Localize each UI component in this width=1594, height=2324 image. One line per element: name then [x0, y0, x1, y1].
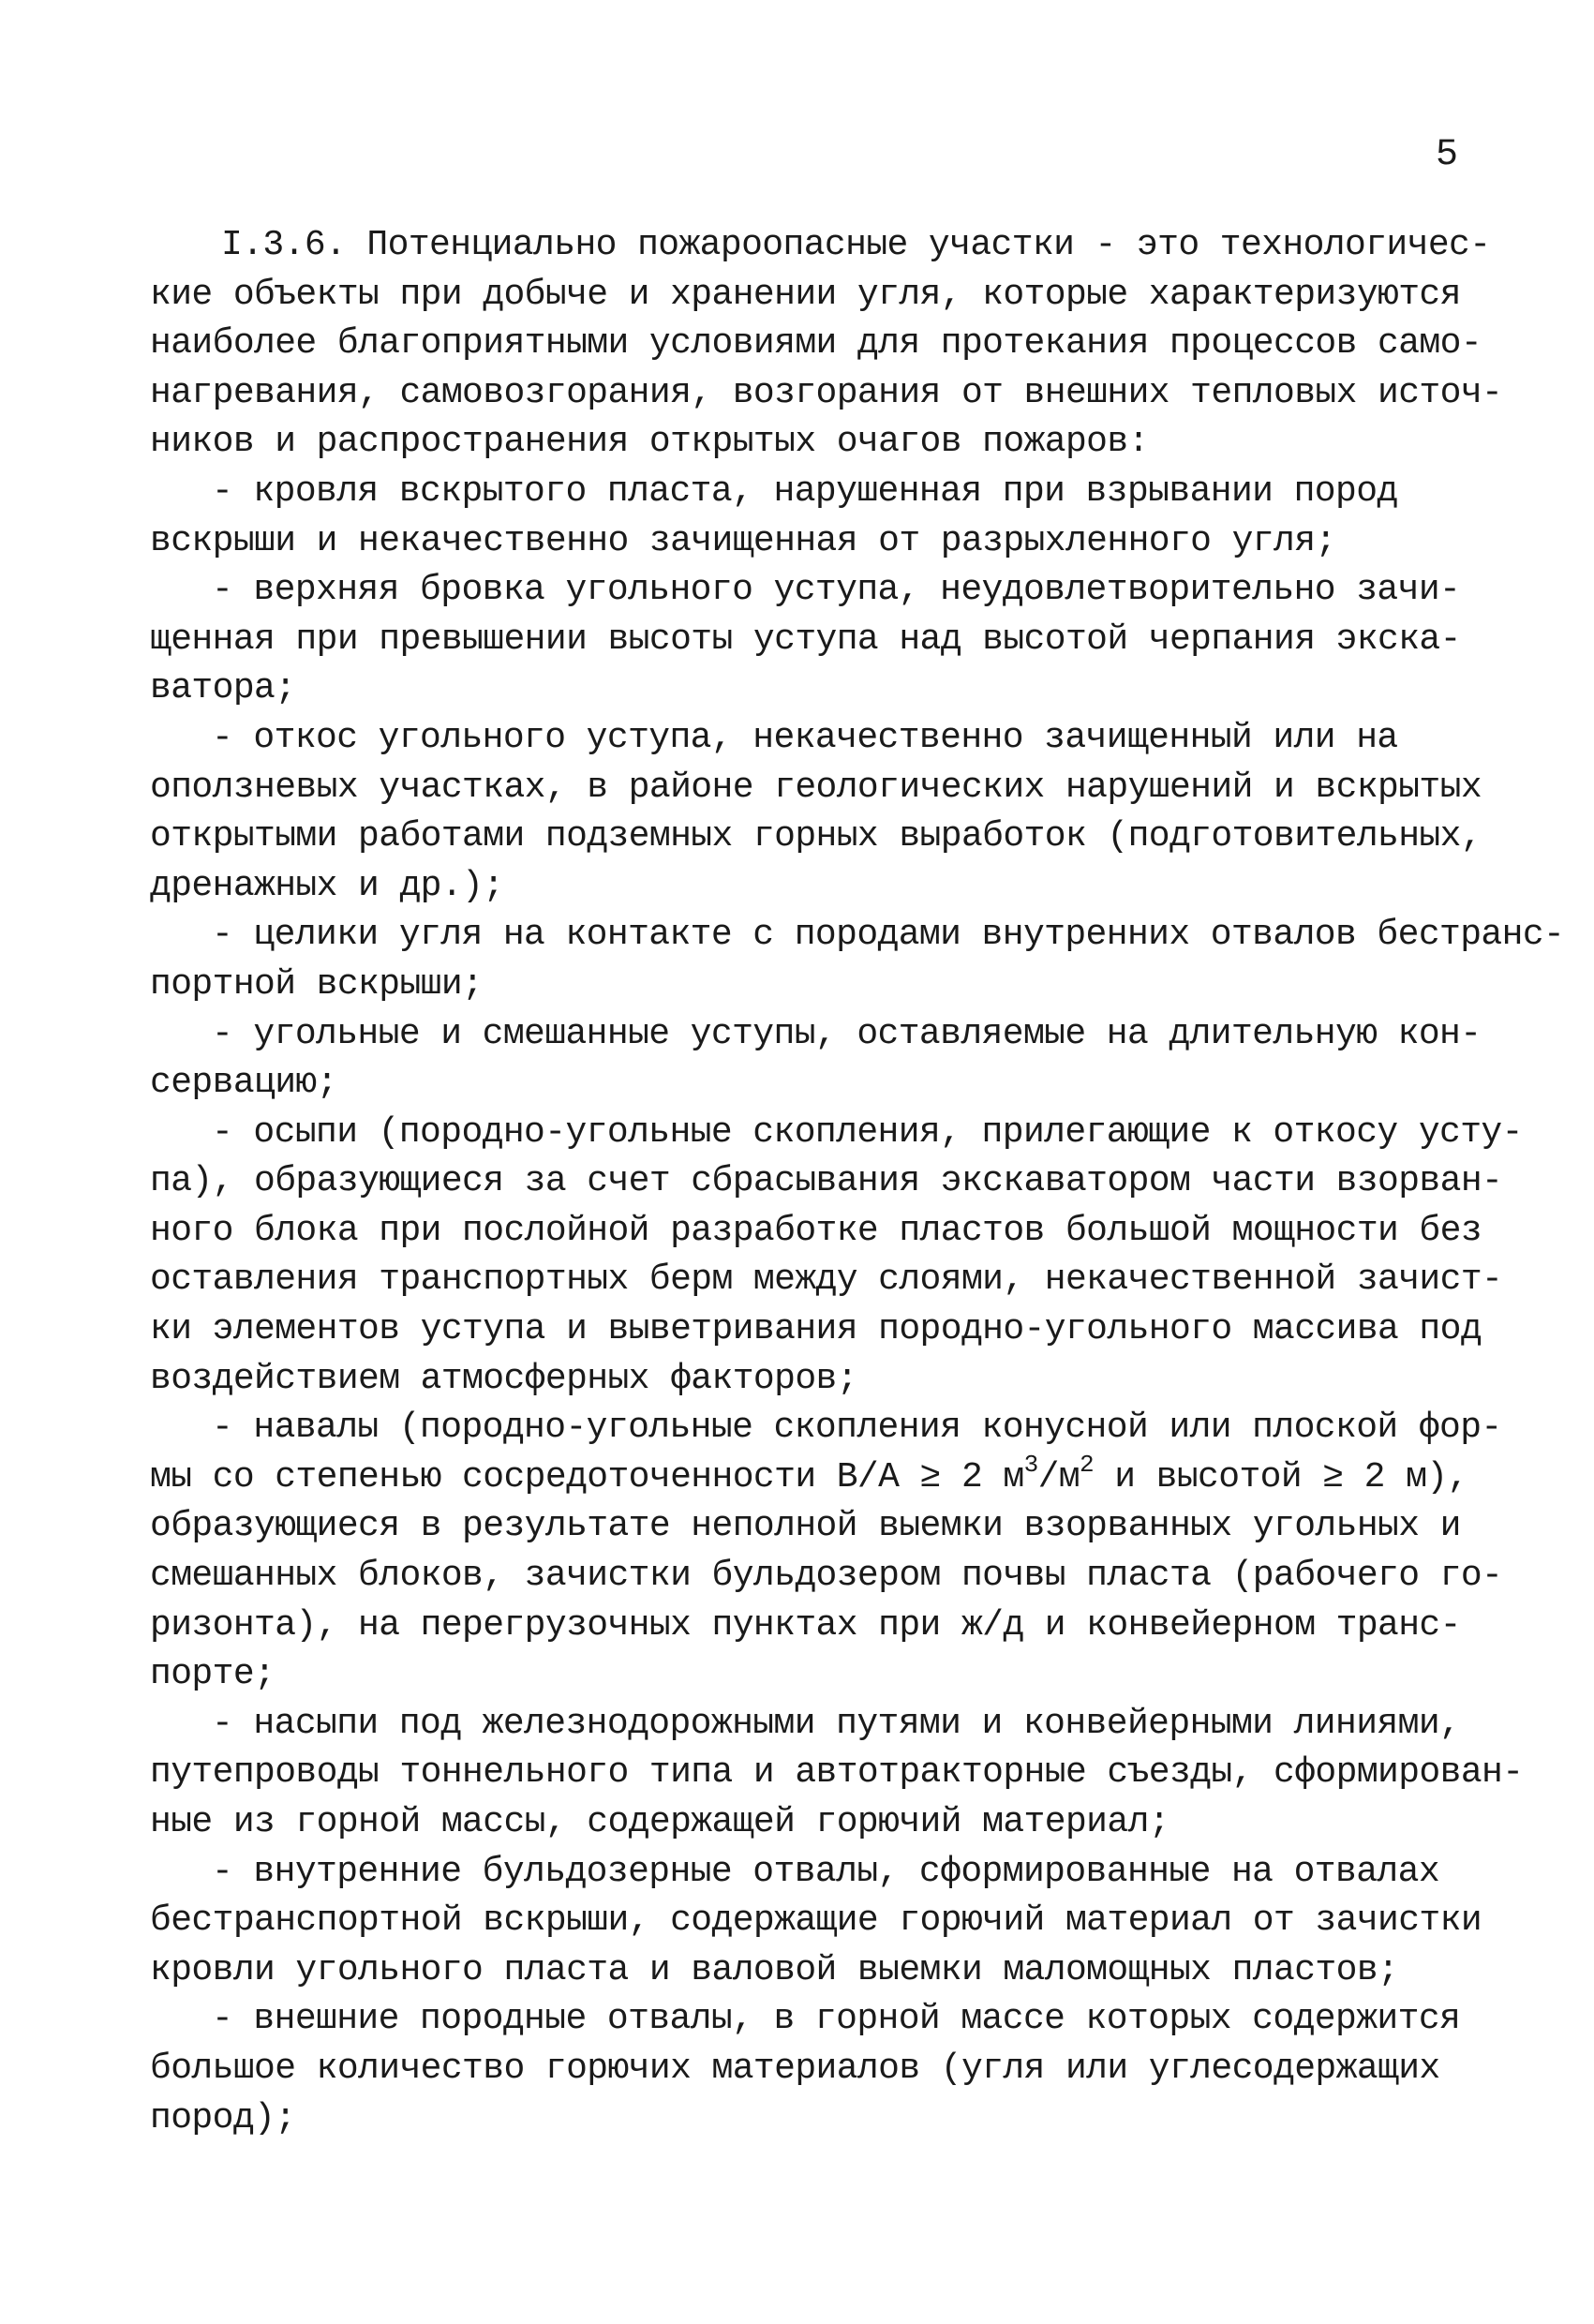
text-line: оставления транспортных берм между слоями, некачественной зачист-: [150, 1259, 1503, 1301]
text-line: пород);: [150, 2097, 296, 2138]
text-line: ного блока при послойной разработке пластов большой мощности без: [150, 1210, 1482, 1251]
text-line: нагревания, самовозгорания, возгорания от внешних тепловых источ-: [150, 372, 1503, 413]
list-item-line: - внутренние бульдозерные отвалы, сформированные на отвалах: [212, 1851, 1440, 1892]
text-line: ризонта), на перегрузочных пунктах при ж/д и конвейерном транс-: [150, 1604, 1461, 1646]
text-line: открытыми работами подземных горных выработок (подготовительных,: [150, 816, 1482, 857]
text-line: портной вскрыши;: [150, 963, 484, 1005]
text-line: кие объекты при добыче и хранении угля, которые характеризуются: [150, 274, 1461, 315]
text-fragment: и высотой ≥ 2 м),: [1094, 1456, 1468, 1497]
text-line: ватора;: [150, 668, 296, 709]
text-line: кровли угольного пласта и валовой выемки маломощных пластов;: [150, 1949, 1399, 1990]
list-item-line: - угольные и смешанные уступы, оставляемые на длительную кон-: [212, 1013, 1482, 1054]
list-item-line: - внешние породные отвалы, в горной массе которых содержится: [212, 1999, 1461, 2040]
text-line: воздействием атмосферных факторов;: [150, 1358, 857, 1399]
list-item-line: - навалы (породно-угольные скопления конусной или плоской фор-: [212, 1408, 1502, 1449]
text-line: бестранспортной вскрыши, содержащие горючий материал от зачистки: [150, 1900, 1482, 1942]
list-item-line: - осыпи (породно-угольные скопления, прилегающие к откосу усту-: [212, 1111, 1523, 1153]
text-line: щенная при превышении высоты уступа над высотой черпания экска-: [150, 618, 1461, 660]
text-fragment: /м: [1037, 1456, 1080, 1497]
text-line: [150, 1450, 1481, 1503]
text-fragment: мы со степенью сосредоточенности В/А ≥ 2 м: [150, 1456, 1024, 1497]
text-line: вскрыши и некачественно зачищенная от разрыхленного угля;: [150, 520, 1336, 561]
text-line: сервацию;: [150, 1063, 337, 1104]
text-line: смешанных блоков, зачистки бульдозером почвы пласта (рабочего го-: [150, 1556, 1503, 1597]
list-item-line: - кровля вскрытого пласта, нарушенная при взрывании пород: [212, 470, 1398, 512]
text-line: наиболее благоприятными условиями для протекания процессов само-: [150, 323, 1482, 365]
text-line: путепроводы тоннельного типа и автотракторные съезды, сформирован-: [150, 1752, 1524, 1794]
list-item-line: - верхняя бровка угольного уступа, неудовлетворительно зачи-: [212, 570, 1461, 611]
paragraph-first-line: I.3.6. Потенциально пожароопасные участки - это технологичес-: [221, 225, 1491, 265]
text-line: большое количество горючих материалов (угля или углесодержащих: [150, 2048, 1440, 2089]
superscript: 2: [1080, 1450, 1095, 1479]
text-line: ников и распространения открытых очагов пожаров:: [150, 422, 1149, 463]
list-item-line: - целики угля на контакте с породами внутренних отвалов бестранс-: [212, 915, 1565, 956]
text-line: ные из горной массы, содержащей горючий материал;: [150, 1802, 1169, 1842]
text-line: дренажных и др.);: [150, 865, 504, 906]
body-text: [150, 221, 1565, 2143]
text-line: порте;: [150, 1654, 276, 1695]
text-line: па), образующиеся за счет сбрасывания экскаватором части взорван-: [150, 1161, 1503, 1202]
superscript: 3: [1023, 1450, 1038, 1479]
list-item-line: - откос угольного уступа, некачественно зачищенный или на: [212, 717, 1398, 758]
text-line: оползневых участках, в районе геологических нарушений и вскрытых: [150, 767, 1482, 808]
page-number: 5: [1436, 134, 1459, 176]
list-item-line: - насыпи под железнодорожными путями и конвейерными линиями,: [212, 1703, 1461, 1744]
text-line: ки элементов уступа и выветривания породно-угольного массива под: [150, 1309, 1482, 1350]
text-line: образующиеся в результате неполной выемки взорванных угольных и: [150, 1506, 1461, 1547]
